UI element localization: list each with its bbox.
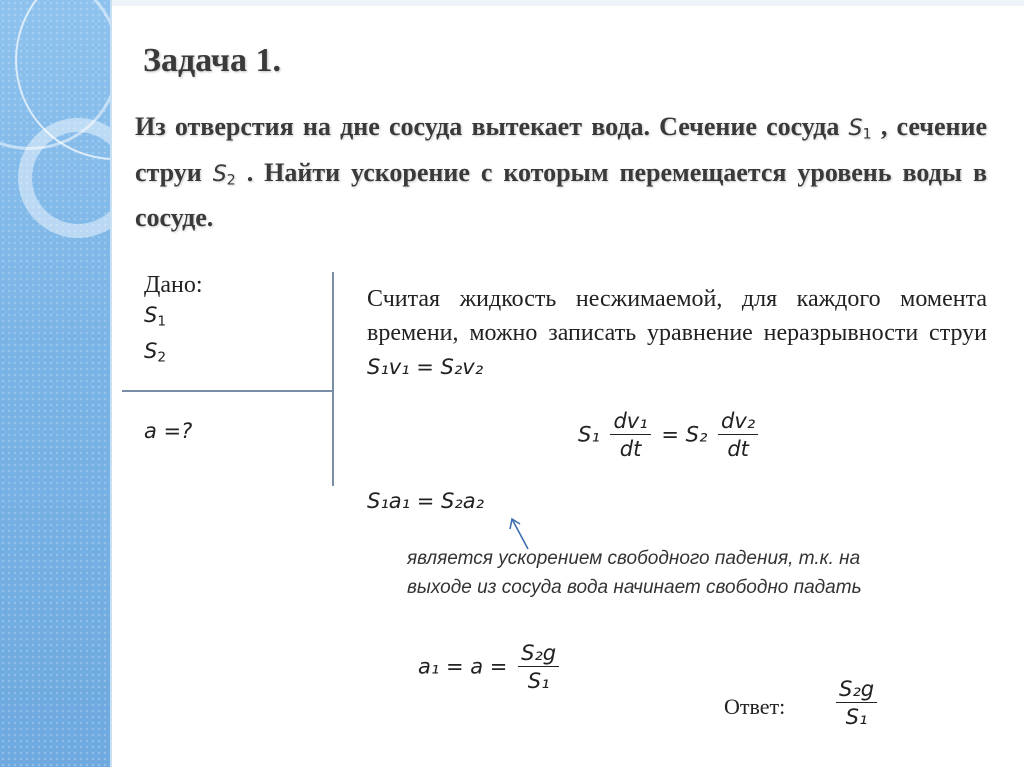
slide-title: Задача 1. [143,42,281,79]
eq4-lhs: a₁ = a = [418,654,508,679]
solution-text: Считая жидкость несжимаемой, для каждого момента времени, можно записать уравнение неразрывности струи [367,286,987,346]
solution-paragraph [367,282,987,384]
given-horizontal-divider [122,390,334,392]
given-block [144,270,203,373]
answer-label: Ответ: [724,694,786,719]
continuity-equation: S₁v₁ = S₂v₂ [367,355,484,379]
problem-text-2: , сечение струи [135,112,988,187]
sidebar-edge [110,0,112,767]
problem-text-3: . Найти ускорение с которым перемещается уровень воды в сосуде. [135,157,988,233]
eq4-fraction: $\frac{\text{S₂g}}{\text{S₁}}$ [518,640,559,695]
eq2-left-fraction: $\frac{\text{dv₁}}{dt}$ [610,408,650,463]
answer-fraction: $\frac{\text{S₂g}}{\text{S₁}}$ [836,676,877,731]
problem-statement [135,108,987,237]
derivative-equation [578,408,762,463]
eq2-equals: = [661,422,679,447]
top-strip [112,0,1024,6]
find-unknown: a =? [144,419,193,443]
answer-value [832,676,881,731]
decorative-sidebar [0,0,112,767]
free-fall-note: является ускорением свободного падения, т.к. на выходе из сосуда вода начинает свободно падать [407,548,862,598]
given-heading: Дано: [144,272,203,298]
s2-symbol: $S_2$ [212,161,236,189]
eq2-right-coef: S₂ [685,422,708,447]
acceleration-equation: S₁a₁ = S₂a₂ [367,489,485,513]
given-s2: $S_2$ [144,339,167,366]
result-equation [418,640,563,695]
eq2-right-fraction: $\frac{\text{dv₂}}{dt}$ [718,408,758,463]
given-s1: $S_1$ [144,303,167,330]
s1-symbol: $S_1$ [848,116,872,143]
given-vertical-divider [332,272,334,486]
eq2-left-coef: S₁ [578,422,600,447]
problem-text-1: Из отверстия на дне сосуда вытекает вода. Сечение сосуда [135,112,840,141]
